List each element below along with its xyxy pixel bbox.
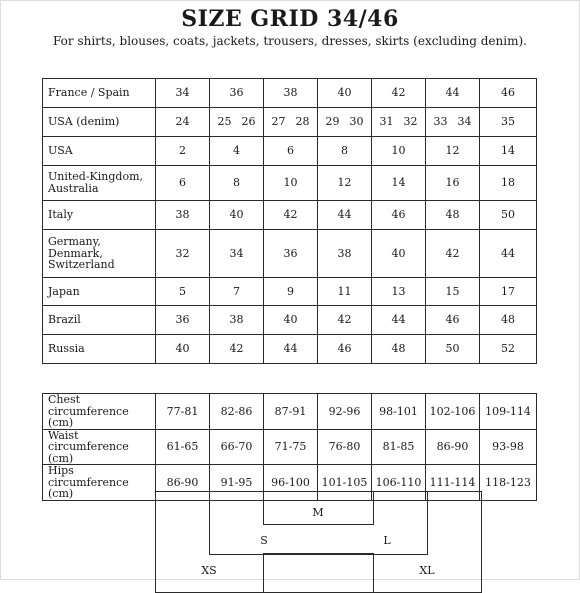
table-row (43, 201, 537, 230)
size-cell: 76-80 (318, 429, 372, 465)
body-measurements-table (42, 393, 537, 501)
size-cell: 24 (156, 108, 210, 137)
size-label-xs: XS (201, 564, 217, 577)
size-cell: 48 (372, 335, 426, 364)
size-cell: 2 (156, 137, 210, 166)
size-cell: 86-90 (156, 465, 210, 501)
size-cell: 36 (156, 306, 210, 335)
row-label: Brazil (43, 306, 156, 335)
size-cell: 50 (426, 335, 480, 364)
size-cell: 46 (372, 201, 426, 230)
size-cell: 14 (372, 166, 426, 201)
size-conversion-table (42, 78, 537, 364)
size-value: 34 (457, 115, 472, 129)
row-label: Chest circumference (cm) (43, 394, 156, 430)
size-cell: 96-100 (264, 465, 318, 501)
table-row (43, 108, 537, 137)
size-value: 29 (325, 115, 340, 129)
page-title: SIZE GRID 34/46 (181, 6, 399, 32)
size-cell: 38 (210, 306, 264, 335)
row-label: Russia (43, 335, 156, 364)
size-label-xl: XL (419, 564, 435, 577)
size-value: 32 (403, 115, 418, 129)
size-cell: 10 (372, 137, 426, 166)
size-cell: 5 (156, 278, 210, 306)
row-label: USA (denim) (43, 108, 156, 137)
size-label-l: L (383, 534, 391, 547)
size-value: 33 (433, 115, 448, 129)
size-cell: 61-65 (156, 429, 210, 465)
size-cell: 7 (210, 278, 264, 306)
size-cell: 34 (210, 230, 264, 278)
size-cell: 6 (264, 137, 318, 166)
size-cell: 16 (426, 166, 480, 201)
size-cell: 13 (372, 278, 426, 306)
size-cell: 38 (318, 230, 372, 278)
size-cell: 40 (318, 79, 372, 108)
size-cell: 35 (480, 108, 537, 137)
size-cell: 36 (264, 230, 318, 278)
table-row (43, 335, 537, 364)
size-cell: 66-70 (210, 429, 264, 465)
size-cell: 6 (156, 166, 210, 201)
size-cell: 12 (426, 137, 480, 166)
size-cell: 98-101 (372, 394, 426, 430)
size-cell: 34 (156, 79, 210, 108)
table-row (43, 137, 537, 166)
size-cell: 109-114 (480, 394, 537, 430)
size-cell: 92-96 (318, 394, 372, 430)
size-cell: 77-81 (156, 394, 210, 430)
size-bracket-inner-xs (263, 553, 374, 592)
row-label: France / Spain (43, 79, 156, 108)
size-value: 31 (379, 115, 394, 129)
size-cell (264, 108, 318, 137)
size-cell: 17 (480, 278, 537, 306)
size-cell: 8 (318, 137, 372, 166)
size-cell: 32 (156, 230, 210, 278)
size-cell: 44 (372, 306, 426, 335)
size-cell: 42 (210, 335, 264, 364)
page-subtitle: For shirts, blouses, coats, jackets, trousers, dresses, skirts (excluding denim). (53, 34, 527, 48)
size-label-s: S (260, 534, 268, 547)
size-label-m: M (312, 506, 324, 519)
size-value: 30 (349, 115, 364, 129)
size-cell: 10 (264, 166, 318, 201)
table-row (43, 79, 537, 108)
size-cell: 91-95 (210, 465, 264, 501)
row-label: Hips circumference (cm) (43, 465, 156, 501)
row-label: Germany, Denmark, Switzerland (43, 230, 156, 278)
row-label: Italy (43, 201, 156, 230)
size-cell: 101-105 (318, 465, 372, 501)
table-row (43, 278, 537, 306)
size-cell: 106-110 (372, 465, 426, 501)
size-cell: 38 (156, 201, 210, 230)
size-cell: 46 (426, 306, 480, 335)
size-cell: 40 (156, 335, 210, 364)
size-cell: 86-90 (426, 429, 480, 465)
size-cell: 93-98 (480, 429, 537, 465)
size-value: 28 (295, 115, 310, 129)
size-value: 26 (241, 115, 256, 129)
size-cell (372, 108, 426, 137)
size-cell: 40 (210, 201, 264, 230)
size-cell: 44 (480, 230, 537, 278)
size-cell: 40 (372, 230, 426, 278)
table-row (43, 166, 537, 201)
size-cell: 18 (480, 166, 537, 201)
size-cell (426, 108, 480, 137)
size-cell: 82-86 (210, 394, 264, 430)
size-cell: 15 (426, 278, 480, 306)
size-cell: 52 (480, 335, 537, 364)
size-cell: 36 (210, 79, 264, 108)
size-cell: 46 (318, 335, 372, 364)
size-cell: 42 (318, 306, 372, 335)
size-cell: 102-106 (426, 394, 480, 430)
size-cell: 4 (210, 137, 264, 166)
row-label: Waist circumference (cm) (43, 429, 156, 465)
table-row (43, 429, 537, 465)
size-value: 27 (271, 115, 286, 129)
table-row (43, 230, 537, 278)
size-cell: 81-85 (372, 429, 426, 465)
size-cell: 50 (480, 201, 537, 230)
size-cell: 42 (264, 201, 318, 230)
table-row (43, 394, 537, 430)
size-cell: 38 (264, 79, 318, 108)
table-row (43, 306, 537, 335)
size-cell: 46 (480, 79, 537, 108)
size-cell: 71-75 (264, 429, 318, 465)
size-cell (318, 108, 372, 137)
size-cell (210, 108, 264, 137)
size-cell: 44 (426, 79, 480, 108)
size-cell: 9 (264, 278, 318, 306)
size-cell: 44 (264, 335, 318, 364)
size-value: 25 (217, 115, 232, 129)
size-cell: 12 (318, 166, 372, 201)
size-cell: 48 (426, 201, 480, 230)
size-cell: 48 (480, 306, 537, 335)
size-cell: 14 (480, 137, 537, 166)
size-cell: 42 (372, 79, 426, 108)
size-cell: 8 (210, 166, 264, 201)
row-label: USA (43, 137, 156, 166)
size-cell: 118-123 (480, 465, 537, 501)
row-label: United-Kingdom, Australia (43, 166, 156, 201)
size-cell: 11 (318, 278, 372, 306)
row-label: Japan (43, 278, 156, 306)
size-cell: 111-114 (426, 465, 480, 501)
size-cell: 44 (318, 201, 372, 230)
size-cell: 40 (264, 306, 318, 335)
size-cell: 42 (426, 230, 480, 278)
size-cell: 87-91 (264, 394, 318, 430)
